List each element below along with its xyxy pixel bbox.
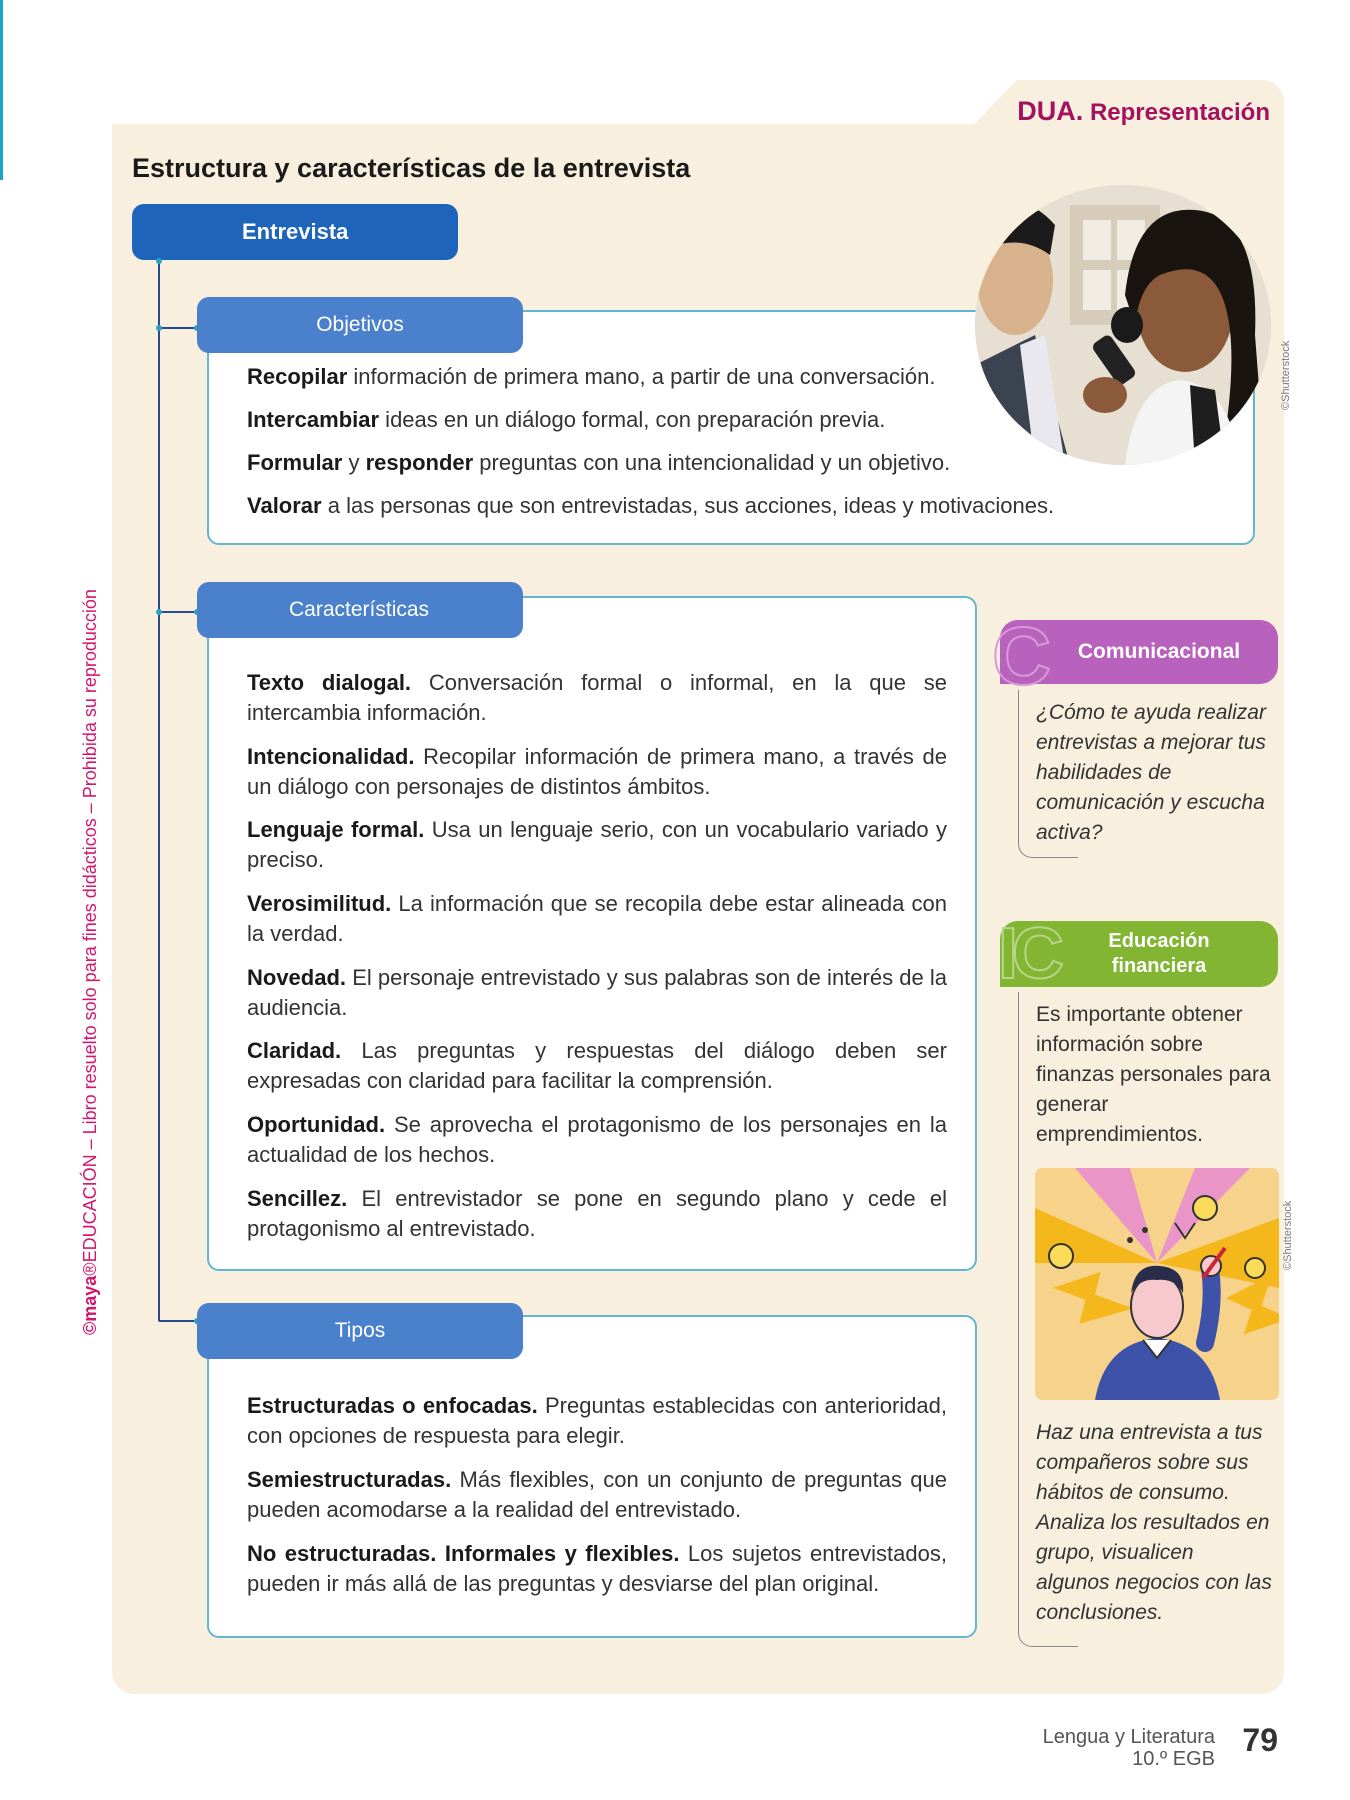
caracteristica-item: Claridad. Las preguntas y respuestas del diálogo deben ser expresadas con claridad para facilitar la comprensión.: [247, 1038, 947, 1093]
root-node-entrevista: Entrevista: [132, 204, 458, 260]
left-edge-accent: [0, 0, 3, 180]
tree-branch-objetivos: [158, 327, 198, 329]
caracteristica-item: Lenguaje formal. Usa un lenguaje serio, con un vocabulario variado y preciso.: [247, 817, 947, 872]
caracteristica-item: Oportunidad. Se aprovecha el protagonismo de los personajes en la actualidad de los hechos.: [247, 1112, 947, 1167]
tab-caracteristicas: Características: [197, 582, 523, 638]
tab-tipos: Tipos: [197, 1303, 523, 1359]
side-copyright-credit: ©maya®EDUCACIÓN – Libro resuelto solo para fines didácticos – Prohibida su reproducción: [80, 589, 100, 1335]
financiera-text: Es importante obtener información sobre finanzas personales para generar emprendimientos.: [1036, 1003, 1271, 1146]
tree-branch-caracteristicas: [158, 611, 198, 613]
comunicacional-letter-icon: C: [992, 611, 1052, 702]
objetivo-item: Intercambiar ideas en un diálogo formal, con preparación previa.: [247, 407, 886, 432]
tipo-item: No estructuradas. Informales y flexibles. Los sujetos entrevistados, pueden ir más allá de las preguntas y desviarse del plan original.: [247, 1541, 947, 1596]
dua-sub: Representación: [1089, 99, 1270, 126]
caracteristica-item: Sencillez. El entrevistador se pone en segundo plano y cede el protagonismo al entrevistado.: [247, 1186, 947, 1241]
tipo-item: Estructuradas o enfocadas. Preguntas establecidas con anterioridad, con opciones de respuesta para elegir.: [247, 1393, 947, 1448]
comunicacional-question: ¿Cómo te ayuda realizar entrevistas a mejorar tus habilidades de comunicación y escucha activa?: [1036, 701, 1266, 844]
dua-header: [1017, 96, 1270, 127]
illustration-credit: ©Shutterstock: [1282, 1200, 1294, 1270]
tree-dot-caracteristicas: [156, 609, 162, 615]
caracteristica-item: Verosimilitud. La información que se recopila debe estar alineada con la verdad.: [247, 891, 947, 946]
caracteristica-item: Novedad. El personaje entrevistado y sus palabras son de interés de la audiencia.: [247, 965, 947, 1020]
objetivo-item: Valorar a las personas que son entrevistadas, sus acciones, ideas y motivaciones.: [247, 493, 1055, 518]
objetivo-item: Formular y responder preguntas con una intencionalidad y un objetivo.: [247, 450, 951, 475]
objetivo-item: Recopilar información de primera mano, a partir de una conversación.: [247, 364, 936, 389]
financiera-letter-icon: IC: [998, 914, 1058, 994]
idea-illustration: [1035, 1168, 1279, 1400]
caracteristica-item: Intencionalidad. Recopilar información de primera mano, a través de un diálogo con personajes de distintos ámbitos.: [247, 744, 947, 799]
caracteristica-item: Texto dialogal. Conversación formal o informal, en la que se intercambia información.: [247, 670, 948, 725]
tree-dot-objetivos: [156, 325, 162, 331]
financiera-header: Educación financiera: [1000, 921, 1278, 987]
page-number: 79: [1242, 1722, 1278, 1758]
tipo-item: Semiestructuradas. Más flexibles, con un conjunto de preguntas que pueden acomodarse a la realidad del entrevistado.: [247, 1467, 947, 1522]
interview-photo: [975, 185, 1271, 465]
tab-objetivos: Objetivos: [197, 297, 523, 353]
comunicacional-header: Comunicacional: [1000, 620, 1278, 684]
financiera-activity: Haz una entrevista a tus compañeros sobre sus hábitos de consumo. Analiza los resultados en grupo, visualicen algunos negocios con las conclusiones.: [1036, 1421, 1272, 1624]
page-title: Estructura y características de la entrevista: [132, 153, 691, 183]
footer-subject: Lengua y Literatura 10.º EGB: [1042, 1726, 1215, 1770]
tree-branch-tipos: [158, 1320, 198, 1322]
dua-label: DUA.: [1017, 96, 1084, 126]
tree-dot-root: [156, 258, 162, 264]
tree-vertical-line: [158, 260, 160, 1320]
photo-credit: ©Shutterstock: [1280, 340, 1292, 410]
